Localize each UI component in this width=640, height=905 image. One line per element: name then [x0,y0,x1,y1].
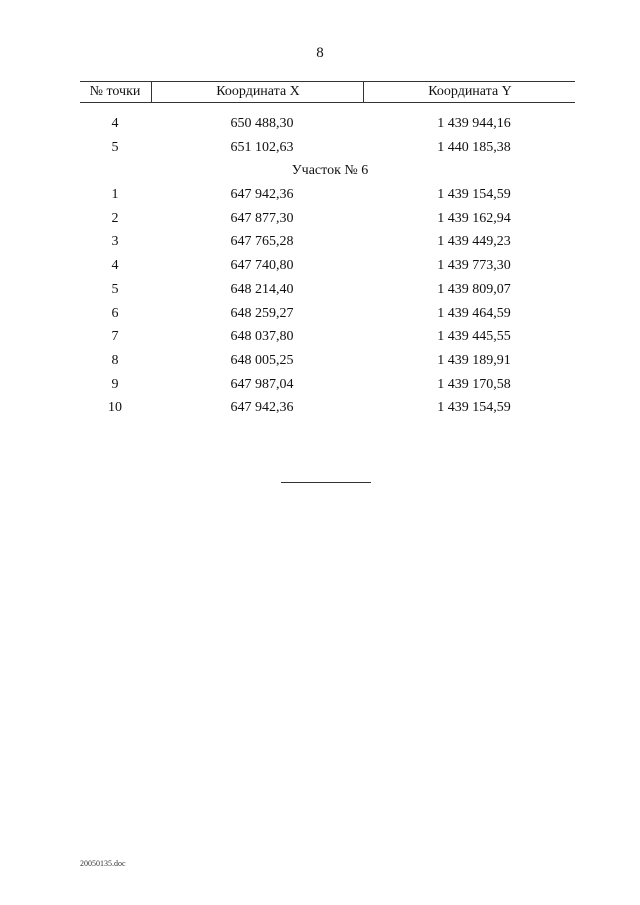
coordinate-x: 647 877,30 [230,210,294,226]
closing-rule [281,482,371,483]
point-number: 7 [111,329,119,345]
coordinate-x: 650 488,30 [230,116,294,131]
table-row [80,234,575,258]
page-number: 8 [316,45,324,61]
section-title: Участок № 6 [291,163,369,179]
coordinate-y: 1 439 464,59 [437,305,511,321]
point-number: 3 [111,234,119,250]
table-row [80,306,575,330]
table-row [80,258,575,282]
table-row [80,329,575,353]
table-row [80,211,575,235]
coordinate-y: 1 439 445,55 [437,329,511,345]
coordinate-x: 651 102,63 [230,139,294,155]
coordinate-x: 648 214,40 [230,281,294,297]
coordinate-y: 1 439 809,07 [437,281,511,297]
coordinate-y: 1 439 154,59 [437,400,511,416]
coordinates-table-body [80,116,575,424]
coordinate-y: 1 439 162,94 [437,210,511,226]
point-number: 5 [111,281,119,297]
table-row [80,282,575,306]
coordinate-x: 648 259,27 [230,305,294,321]
point-number: 4 [111,258,119,274]
point-number: 4 [111,116,119,131]
coordinate-y: 1 439 773,30 [437,258,511,274]
table-row [80,140,575,164]
coordinate-x: 648 005,25 [230,352,294,368]
section-title-row [80,163,575,187]
coordinate-x: 648 037,80 [230,329,294,345]
header-coordinate-x: Координата X [151,82,364,102]
coordinate-x: 647 987,04 [230,376,294,392]
coordinate-x: 647 942,36 [230,187,294,203]
point-number: 5 [111,139,119,155]
header-coordinate-y: Координата Y [363,82,576,102]
coordinate-y: 1 439 449,23 [437,234,511,250]
table-header [80,81,575,103]
coordinate-y: 1 439 944,16 [437,116,511,131]
point-number: 9 [111,376,119,392]
point-number: 8 [111,352,119,368]
header-point-number: № точки [89,84,141,99]
point-number: 2 [111,210,119,226]
table-row [80,377,575,401]
footer-filename: 20050135.doc [80,859,126,868]
table-row [80,400,575,424]
coordinate-x: 647 765,28 [230,234,294,250]
table-row [80,116,575,140]
coordinate-y: 1 439 154,59 [437,187,511,203]
coordinate-x: 647 942,36 [230,400,294,416]
coordinate-y: 1 440 185,38 [437,139,511,155]
table-row [80,353,575,377]
table-row [80,187,575,211]
coordinate-y: 1 439 170,58 [437,376,511,392]
coordinate-y: 1 439 189,91 [437,352,511,368]
coordinate-x: 647 740,80 [230,258,294,274]
point-number: 1 [111,187,119,203]
point-number: 6 [111,305,119,321]
point-number: 10 [108,400,122,416]
